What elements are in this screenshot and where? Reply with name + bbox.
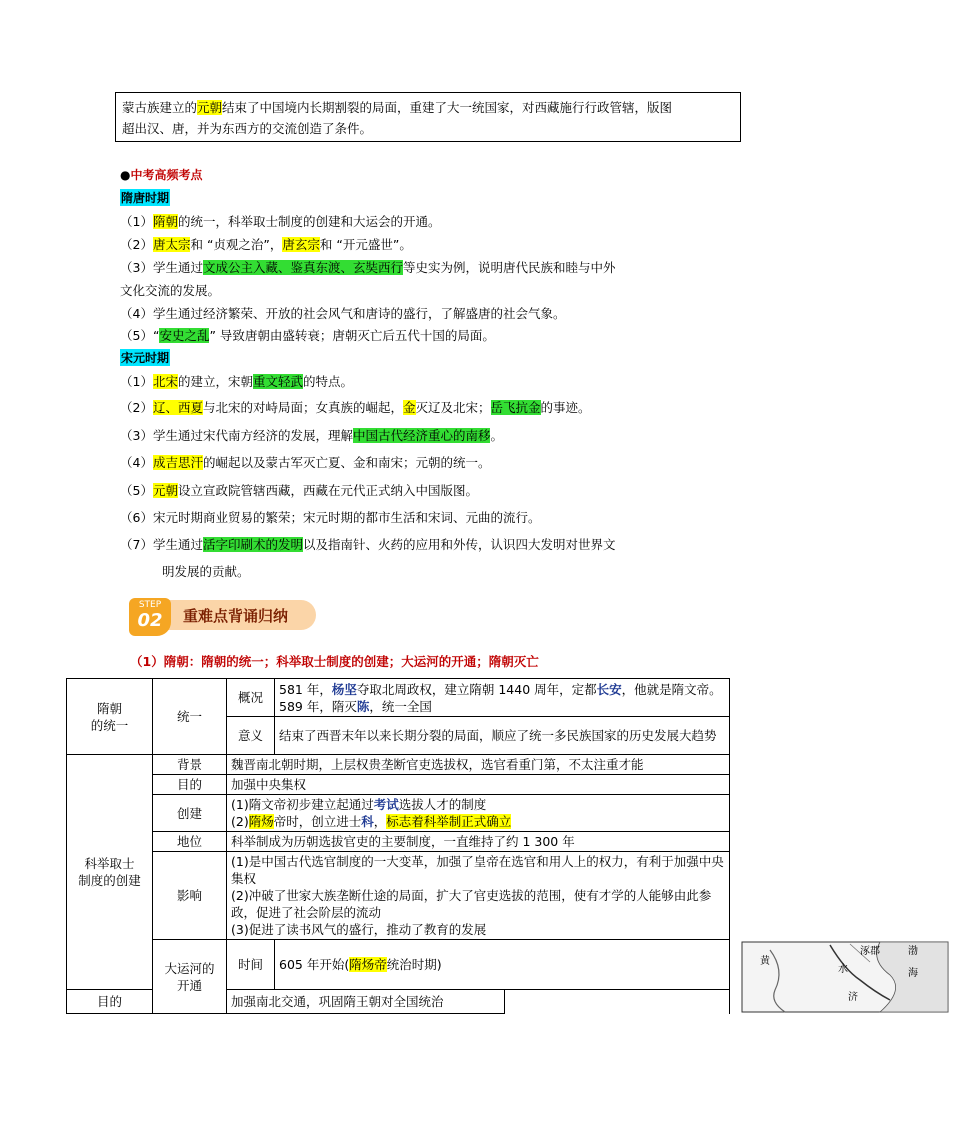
map-label-hai: 海 <box>908 968 919 979</box>
step-number: 02 <box>137 610 163 631</box>
map-label-zhuojun: 涿郡 <box>860 946 881 957</box>
song-line-2: （2）辽、西夏与北宋的对峙局面；女真族的崛起，金灭辽及北宋；岳飞抗金的事迹。 <box>120 400 591 415</box>
step-label: STEP <box>138 600 162 610</box>
intro-text: 蒙古族建立的 <box>122 100 198 115</box>
cell-pos-value: 科举制成为历朝选拔官吏的主要制度，一直维持了约 1 300 年 <box>227 832 730 852</box>
cell-pos-key: 地位 <box>153 832 227 852</box>
map-label-bo: 渤 <box>908 946 919 957</box>
cell-meaning-value: 结束了西晋末年以来长期分裂的局面，顺应了统一多民族国家的历史发展大趋势 <box>275 717 730 755</box>
step-title: 重难点背诵归纳 <box>183 607 289 625</box>
canal-map <box>730 940 955 1012</box>
key-points-title: ●中考高频考点 <box>120 168 203 182</box>
cell-sui-unification: 隋朝 的统一 <box>67 679 153 755</box>
map-label-huang: 黄 <box>760 956 771 967</box>
cell-overview-value: 581 年，杨坚夺取北周政权，建立隋朝 1440 周年，定都长安，他就是隋文帝。589 年，隋灭陈，统一全国 <box>275 679 730 717</box>
song-line-6: （6）宋元时期商业贸易的繁荣；宋元时期的都市生活和宋词、元曲的流行。 <box>120 510 541 525</box>
cell-time-value: 605 年开始(隋炀帝统治时期) <box>275 940 730 990</box>
cell-canal-aim-key: 目的 <box>67 990 153 1014</box>
sui-subheading: （1）隋朝：隋朝的统一；科举取士制度的创建；大运河的开通；隋朝灭亡 <box>130 654 539 669</box>
intro-box <box>115 92 741 142</box>
cell-keju: 科举取士 制度的创建 <box>67 755 153 990</box>
cell-overview-key: 概况 <box>227 679 275 717</box>
intro-text-2: 结束了中国境内长期割裂的局面，重建了大一统国家，对西藏施行行政管辖，版图 <box>222 100 673 115</box>
cell-effect-value: (1)是中国古代选官制度的一大变革，加强了皇帝在选官和用人上的权力，有利于加强中央集权 (2)冲破了世家大族垄断仕途的局面，扩大了官吏选拔的范围，使有才学的人能够由此参政，促进了社会阶层的流动 (3)促进了读书风气的盛行，推动了教育的发展 <box>227 852 730 940</box>
sui-line-2: （2）唐太宗和 “贞观之治”，唐玄宗和 “开元盛世”。 <box>120 237 412 252</box>
cell-aim-key: 目的 <box>153 775 227 795</box>
bullet-icon: ● <box>120 168 131 182</box>
period-sui-tang: 隋唐时期 <box>121 191 170 205</box>
intro-text-3: 超出汉、唐，并为东西方的交流创造了条件。 <box>122 121 373 136</box>
map-label-ji: 济 <box>848 992 859 1003</box>
step-badge <box>129 598 171 636</box>
cell-time-key: 时间 <box>227 940 275 990</box>
intro-highlight: 元朝 <box>197 100 223 115</box>
cell-canal: 大运河的 开通 <box>153 940 227 1014</box>
map-label-shui: 水 <box>838 964 849 975</box>
sui-line-3b: 文化交流的发展。 <box>120 283 221 298</box>
cell-bg-key: 背景 <box>153 755 227 775</box>
sui-summary-table <box>66 678 919 1014</box>
song-line-7b: 明发展的贡献。 <box>162 564 250 579</box>
cell-canal-aim-value: 加强南北交通，巩固隋王朝对全国统治 <box>227 990 505 1014</box>
song-line-7: （7）学生通过活字印刷术的发明以及指南针、火药的应用和外传，认识四大发明对世界文 <box>120 537 616 552</box>
song-line-5: （5）元朝设立宣政院管辖西藏，西藏在元代正式纳入中国版图。 <box>120 483 478 498</box>
sui-line-4: （4）学生通过经济繁荣、开放的社会风气和唐诗的盛行，了解盛唐的社会气象。 <box>120 306 566 321</box>
cell-create-key: 创建 <box>153 795 227 832</box>
cell-bg-value: 魏晋南北朝时期，上层权贵垄断官吏选拔权，选官看重门第，不太注重才能 <box>227 755 730 775</box>
sui-line-5: （5）“安史之乱” 导致唐朝由盛转衰；唐朝灭亡后五代十国的局面。 <box>120 328 495 343</box>
sui-line-3: （3）学生通过文成公主入藏、鉴真东渡、玄奘西行等史实为例，说明唐代民族和睦与中外 <box>120 260 616 275</box>
period-song-yuan: 宋元时期 <box>121 351 170 365</box>
cell-create-value: (1)隋文帝初步建立起通过考试选拔人才的制度 (2)隋炀帝时，创立进士科，标志着科举制正式确立 <box>227 795 730 832</box>
cell-unify: 统一 <box>153 679 227 755</box>
song-line-4: （4）成吉思汗的崛起以及蒙古军灭亡夏、金和南宋；元朝的统一。 <box>120 455 491 470</box>
song-line-1: （1）北宋的建立，宋朝重文轻武的特点。 <box>120 374 354 389</box>
sui-line-1: （1）隋朝的统一，科举取士制度的创建和大运会的开通。 <box>120 214 441 229</box>
cell-meaning-key: 意义 <box>227 717 275 755</box>
cell-effect-key: 影响 <box>153 852 227 940</box>
song-line-3: （3）学生通过宋代南方经济的发展，理解中国古代经济重心的南移。 <box>120 428 503 443</box>
cell-aim-value: 加强中央集权 <box>227 775 730 795</box>
